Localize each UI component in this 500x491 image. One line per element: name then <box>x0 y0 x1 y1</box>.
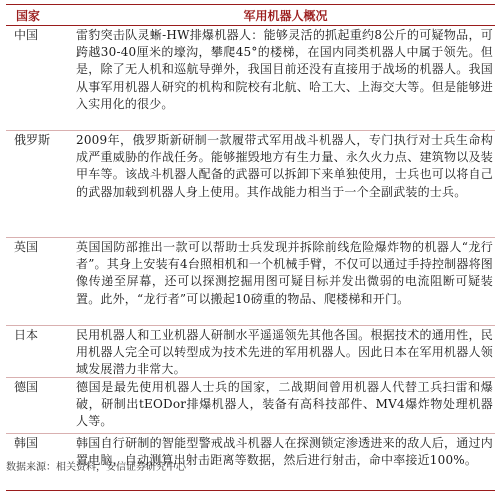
country-cell: 中国 <box>14 28 39 42</box>
description-cell: 民用机器人和工业机器人研制水平遥遥领先其他各国。根据技术的通用性，民用机器人完全可以转型成为技术先进的军用机器人。因此日本在军用机器人领域发展潜力非常大。 <box>76 328 493 377</box>
table-header <box>6 4 495 26</box>
table-row-china <box>6 26 495 131</box>
robot-overview-table <box>6 4 495 491</box>
country-cell: 日本 <box>14 328 39 342</box>
description-cell: 德国是最先使用机器人士兵的国家，二战期间曾用机器人代替工兵扫雷和爆破，研制出tEODor排爆机器人，装备有高科技部件、MV4爆炸物处理机器人等。 <box>76 380 493 429</box>
table-row-russia <box>6 131 495 238</box>
table-row-japan <box>6 326 495 378</box>
header-country: 国家 <box>16 8 41 23</box>
description-cell: 韩国自行研制的智能型警戒战斗机器人在探测锁定渗透进来的敌人后，通过内置电脑，自动测算出射击距离等数据，然后进行射击，命中率接近100%。 <box>76 436 493 468</box>
source-note: 数据来源：相关资料，安信证券研究中心 <box>6 462 186 473</box>
country-cell: 俄罗斯 <box>14 133 51 147</box>
description-cell: 英国国防部推出一款可以帮助士兵发现并拆除前线危险爆炸物的机器人“龙行者”。其身上安装有4台照相机和一个机械手臂，不仅可以通过手持控制器将图像传递至屏幕，还可以探测挖掘用图可疑目标并发出微弱的电流阻断可疑装置。此外，“龙行者”可以搬起10磅重的物品、爬楼梯和开门。 <box>76 240 493 306</box>
country-cell: 韩国 <box>14 436 39 450</box>
country-cell: 德国 <box>14 380 39 394</box>
table-row-uk <box>6 238 495 326</box>
header-overview: 军用机器人概况 <box>243 8 328 23</box>
description-cell: 2009年，俄罗斯新研制一款履带式军用战斗机器人，专门执行对士兵生命构成严重威胁的作战任务。能够摧毁地方有生力量、永久火力点、建筑物以及装甲车等。该战斗机器人配备的武器可以拆卸下来单独使用，士兵也可以将自己的武器加载到机器人身上使用。其作战能力相当于一个全副武装的士兵。 <box>76 133 493 199</box>
description-cell: 雷豹突击队灵蜥-HW排爆机器人：能够灵活的抓起重约8公斤的可疑物品，可跨越30-40厘米的壕沟，攀爬45°的楼梯，在国内同类机器人中属于领先。但是，除了无人机和巡航导弹外，我国目前还没有直接用于战场的机器人。我国从事军用机器人研究的机构和院校有北航、哈工大、上海交大等。但是能够进入实用化的很少。 <box>76 28 493 111</box>
country-cell: 英国 <box>14 240 39 254</box>
table-row-germany <box>6 378 495 434</box>
